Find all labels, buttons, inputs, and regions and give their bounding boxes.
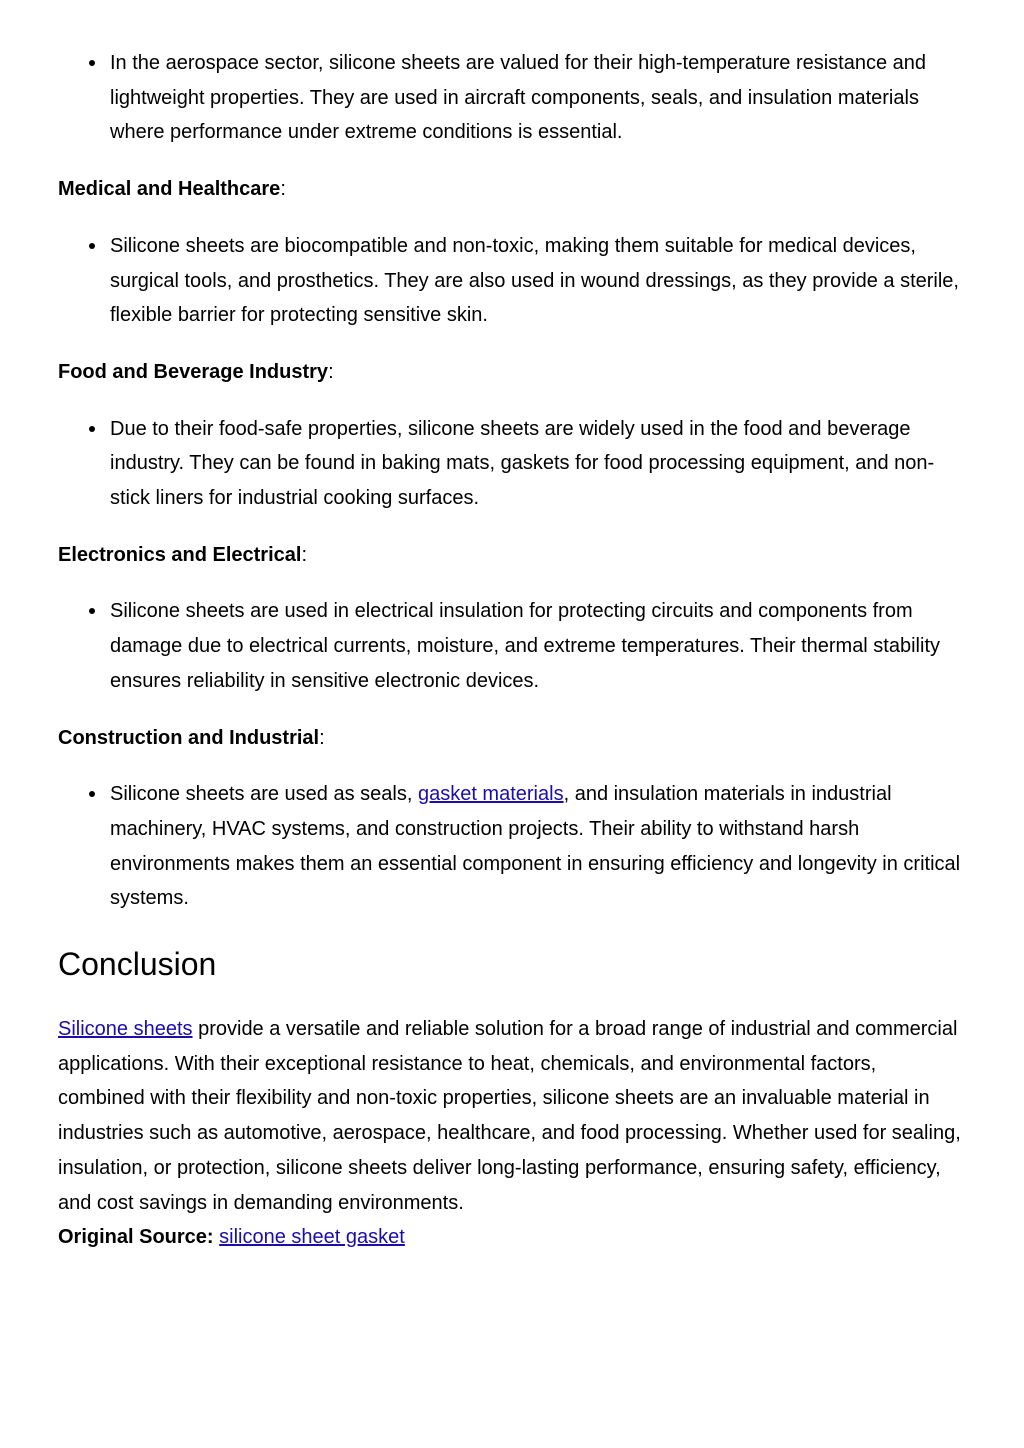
aerospace-list — [58, 46, 968, 150]
silicone-sheet-gasket-link[interactable]: silicone sheet gasket — [219, 1226, 405, 1249]
list-item: Silicone sheets are biocompatible and non-toxic, making them suitable for medical devices, surgical tools, and prosthetics. They are also used in wound dressings, as they provide a sterile, flexible barrier for protecting sensitive skin. — [110, 229, 968, 333]
list-item: Due to their food-safe properties, silicone sheets are widely used in the food and beverage industry. They can be found in baking mats, gaskets for food processing equipment, and non-stick liners for industrial cooking surfaces. — [110, 412, 968, 516]
bullet-text-after: , and insulation materials in industrial machinery, HVAC systems, and construction projects. Their ability to withstand harsh environments makes them an essential component in ensuring efficiency and longevity in critical systems. — [110, 783, 961, 910]
list-item — [110, 777, 968, 916]
section-heading-text: Construction and Industrial — [58, 726, 320, 749]
section-heading-text: Food and Beverage Industry — [58, 360, 329, 383]
section-heading-medical — [58, 172, 968, 207]
electronics-list — [58, 594, 968, 698]
section-heading-electronics — [58, 538, 968, 573]
gasket-materials-link[interactable]: gasket materials — [417, 783, 564, 806]
heading-colon: : — [301, 543, 307, 566]
section-heading-construction — [58, 721, 968, 756]
conclusion-paragraph — [58, 1012, 968, 1255]
original-source-label: Original Source: — [58, 1226, 214, 1249]
medical-list — [58, 229, 968, 333]
heading-colon: : — [280, 178, 286, 201]
heading-colon: : — [319, 726, 325, 749]
list-item: Silicone sheets are used in electrical insulation for protecting circuits and components from damage due to electrical currents, moisture, and extreme temperatures. Their thermal stability ensures reliability in sensitive electronic devices. — [110, 594, 968, 698]
construction-list — [58, 777, 968, 916]
section-heading-text: Medical and Healthcare — [58, 178, 281, 201]
section-heading-food — [58, 355, 968, 390]
bullet-text-before: Silicone sheets are used as seals, — [110, 783, 418, 806]
original-source-line — [58, 1226, 405, 1248]
conclusion-body: provide a versatile and reliable solution for a broad range of industrial and commercial applications. With their exceptional resistance to heat, chemicals, and environmental factors, combined with their flexibility and non-toxic properties, silicone sheets are an invaluable material in industries such as automotive, aerospace, healthcare, and food processing. Whether used for sealing, insulation, or protection, silicone sheets deliver long-lasting performance, ensuring safety, efficiency, and cost savings in demanding environments. — [58, 1018, 961, 1214]
food-list — [58, 412, 968, 516]
list-item: In the aerospace sector, silicone sheets are valued for their high-temperature resistance and lightweight properties. They are used in aircraft components, seals, and insulation materials where performance under extreme conditions is essential. — [110, 46, 968, 150]
silicone-sheets-link[interactable]: Silicone sheets — [58, 1018, 193, 1041]
section-heading-text: Electronics and Electrical — [58, 543, 302, 566]
conclusion-title: Conclusion — [58, 946, 217, 983]
heading-colon: : — [328, 360, 334, 383]
